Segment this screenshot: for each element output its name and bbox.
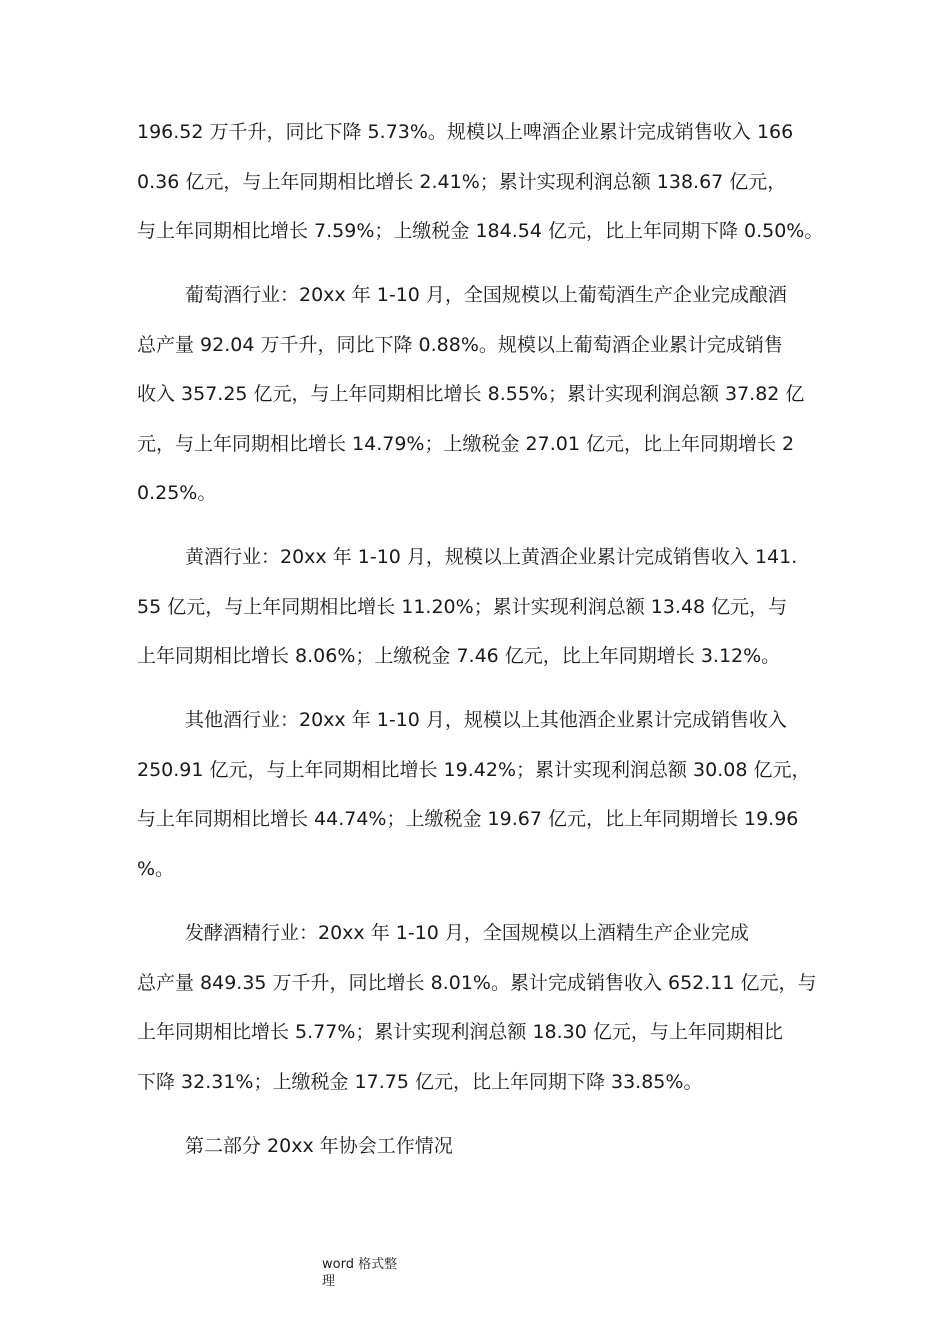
paragraph-line: 与上年同期相比增长 44.74%；上缴税金 19.67 亿元，比上年同期增长 19.96: [137, 808, 799, 830]
page-footer: [322, 1256, 397, 1290]
footer-line: word 格式整: [322, 1257, 398, 1272]
paragraph-line: 总产量 92.04 万千升，同比下降 0.88%。规模以上葡萄酒企业累计完成销售: [137, 334, 783, 356]
paragraph-line: %。: [137, 858, 175, 880]
paragraph-line: 上年同期相比增长 5.77%；累计实现利润总额 18.30 亿元，与上年同期相比: [137, 1021, 783, 1043]
footer-line: 理: [322, 1274, 336, 1289]
paragraph-line: 0.36 亿元，与上年同期相比增长 2.41%；累计实现利润总额 138.67 亿元，: [137, 171, 787, 193]
paragraph-line: 下降 32.31%；上缴税金 17.75 亿元，比上年同期下降 33.85%。: [137, 1071, 703, 1093]
paragraph-line: 元，与上年同期相比增长 14.79%；上缴税金 27.01 亿元，比上年同期增长 2: [137, 433, 795, 455]
paragraph-line: 发酵酒精行业：20xx 年 1-10 月，全国规模以上酒精生产企业完成: [185, 922, 749, 944]
paragraph-line: 收入 357.25 亿元，与上年同期相比增长 8.55%；累计实现利润总额 37.82 亿: [137, 383, 805, 405]
paragraph-line: 总产量 849.35 万千升，同比增长 8.01%。累计完成销售收入 652.11 亿元，与: [137, 972, 817, 994]
paragraph-line: 与上年同期相比增长 7.59%；上缴税金 184.54 亿元，比上年同期下降 0.50%。: [137, 220, 824, 242]
paragraph-line: 0.25%。: [137, 482, 217, 504]
paragraph-line: 黄酒行业：20xx 年 1-10 月，规模以上黄酒企业累计完成销售收入 141.: [185, 546, 798, 568]
paragraph-line: 葡萄酒行业：20xx 年 1-10 月，全国规模以上葡萄酒生产企业完成酿酒: [185, 284, 787, 306]
paragraph-line: 55 亿元，与上年同期相比增长 11.20%；累计实现利润总额 13.48 亿元，与: [137, 596, 788, 618]
paragraph-line: 196.52 万千升，同比下降 5.73%。规模以上啤酒企业累计完成销售收入 166: [137, 121, 794, 143]
paragraph-line: 其他酒行业：20xx 年 1-10 月，规模以上其他酒企业累计完成销售收入: [185, 709, 787, 731]
section-heading-text: 第二部分 20xx 年协会工作情况: [185, 1135, 453, 1157]
paragraph-line: 250.91 亿元，与上年同期相比增长 19.42%；累计实现利润总额 30.08 亿元，: [137, 759, 811, 781]
paragraph-line: 上年同期相比增长 8.06%；上缴税金 7.46 亿元，比上年同期增长 3.12%。: [137, 645, 781, 667]
